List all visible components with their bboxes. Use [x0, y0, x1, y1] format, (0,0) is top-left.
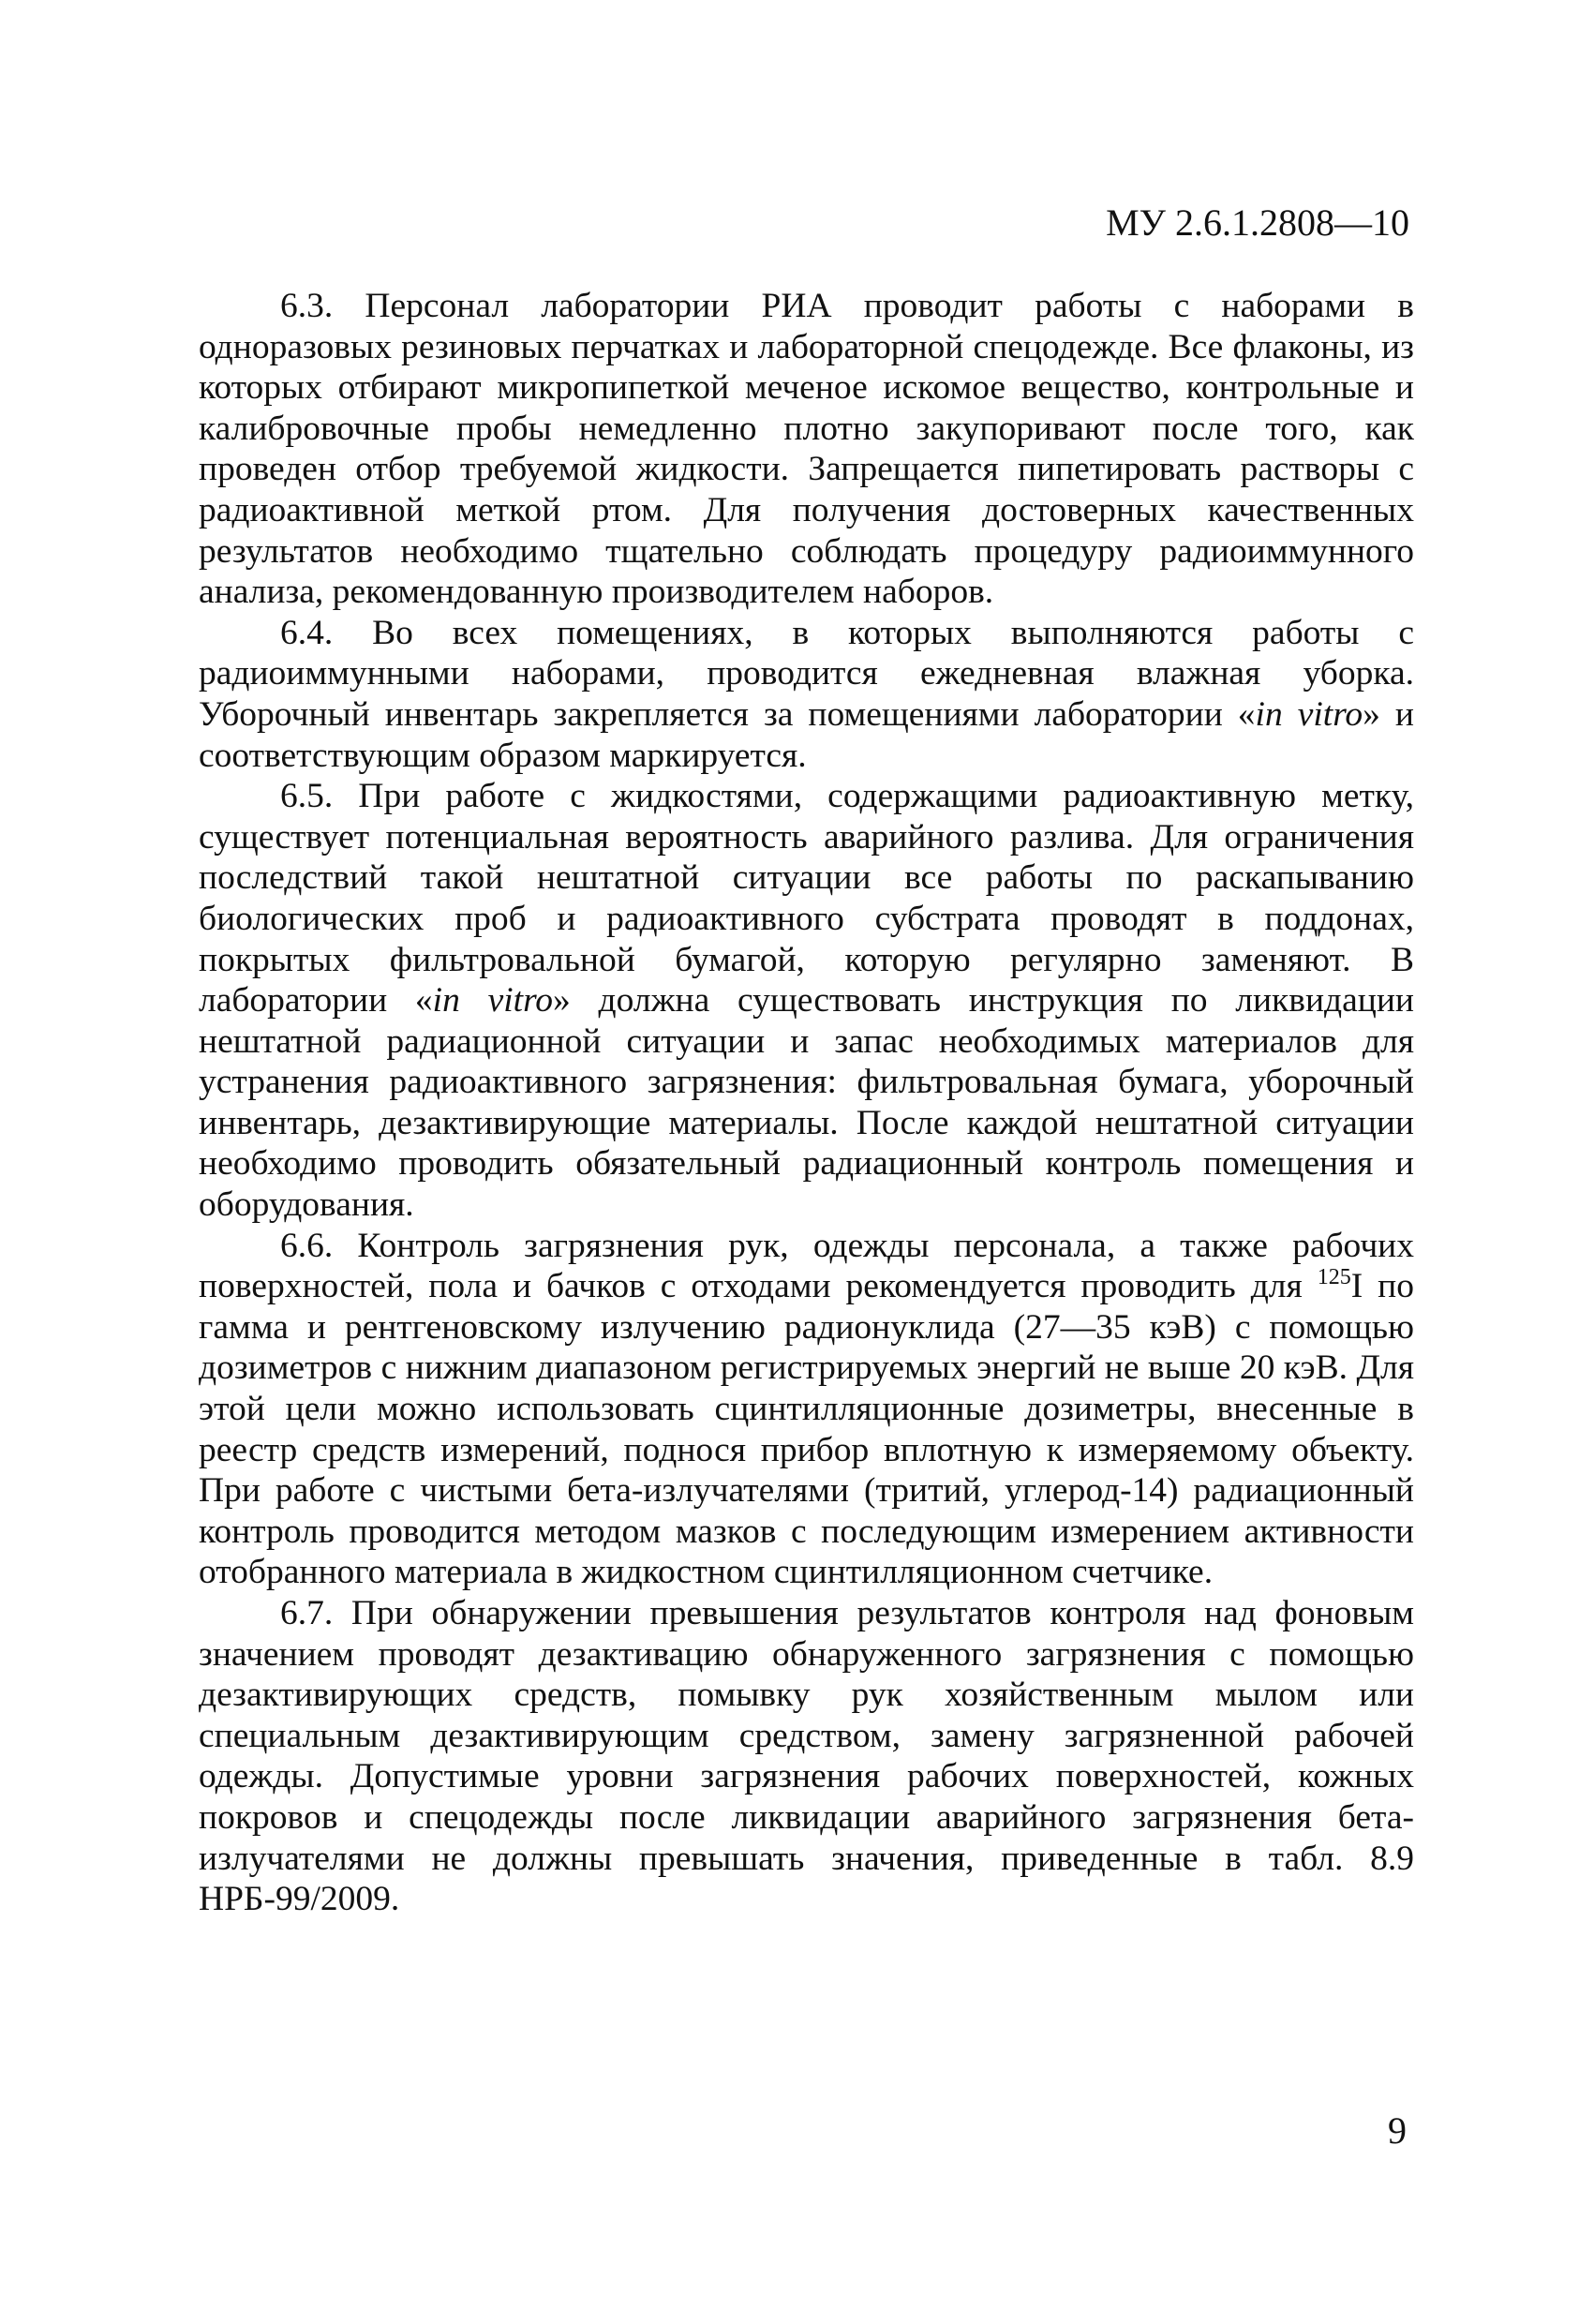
paragraph-6-4-italic-in-vitro: in vitro: [1255, 694, 1363, 734]
paragraph-6-5-text-a: 6.5. При работе с жидкостями, содержащими радиоактивную метку, существует потенциальная вероятность аварийного разлива. Для ограничения последствий такой нештатной ситуации все работы по раскапыванию биологических проб и радиоактивного субстрата проводят в поддонах, покрытых фильтровальной бумагой, которую регулярно заменяют. В лаборатории «: [199, 777, 1414, 1020]
paragraph-6-4: [199, 613, 1414, 776]
isotope-mass-number-superscript: 125: [1317, 1265, 1351, 1290]
paragraph-6-6: [199, 1226, 1414, 1593]
document-code-header: МУ 2.6.1.2808—10: [1106, 201, 1409, 244]
paragraph-6-5-italic-in-vitro: in vitro: [432, 981, 554, 1020]
paragraph-6-6-text-b: I по гамма и рентгеновскому излучению радионуклида (27—35 кэВ) с помощью дозиметров с нижним диапазоном регистрируемых энергий не выше 20 кэВ. Для этой цели можно использовать сцинтилляционные дозиметры, внесенные в реестр средств измерений, поднося прибор вплотную к измеряемому объекту. При работе с чистыми бета-излучателями (тритий, углерод-14) радиационный контроль проводится методом мазков с последующим измерением активности отобранного материала в жидкостном сцинтилляционном счетчике.: [199, 1267, 1414, 1592]
paragraph-6-5: [199, 776, 1414, 1226]
paragraph-6-3: 6.3. Персонал лаборатории РИА проводит работы с наборами в одноразовых резиновых перчатках и лабораторной спецодежде. Все флаконы, из которых отбирают микропипеткой меченое искомое вещество, контрольные и калибровочные пробы немедленно плотно закупоривают после того, как проведен отбор требуемой жидкости. Запрещается пипетировать растворы с радиоактивной меткой ртом. Для получения достоверных качественных результатов необходимо тщательно соблюдать процедуру радиоиммунного анализа, рекомендованную производителем наборов.: [199, 287, 1414, 612]
paragraph-6-4-text-a: 6.4. Во всех помещениях, в которых выполняются работы с радиоиммунными наборами, проводится ежедневная влажная уборка. Уборочный инвентарь закрепляется за помещениями лаборатории «: [199, 613, 1414, 734]
paragraph-6-6-text-a: 6.6. Контроль загрязнения рук, одежды персонала, а также рабочих поверхностей, пола и бачков с отходами рекомендуется проводить для: [199, 1226, 1414, 1306]
page-number: 9: [1388, 2109, 1407, 2152]
paragraph-6-7: 6.7. При обнаружении превышения результатов контроля над фоновым значением проводят дезактивацию обнаруженного загрязнения с помощью дезактивирующих средств, помывку рук хозяйственным мылом или специальным дезактивирующим средством, замену загрязненной рабочей одежды. Допустимые уровни загрязнения рабочих поверхностей, кожных покровов и спецодежды после ликвидации аварийного загрязнения бета-излучателями не должны превышать значения, приведенные в табл. 8.9 НРБ-99/2009.: [199, 1594, 1414, 1919]
paragraph-6-4-text-b: » и соответствующим образом маркируется.: [199, 694, 1414, 775]
paragraph-6-5-text-b: » должна существовать инструкция по ликвидации нештатной радиационной ситуации и запас необходимых материалов для устранения радиоактивного загрязнения: фильтровальная бумага, уборочный инвентарь, дезактивирующие материалы. После каждой нештатной ситуации необходимо проводить обязательный радиационный контроль помещения и оборудования.: [199, 981, 1414, 1225]
document-body: [199, 286, 1414, 1920]
